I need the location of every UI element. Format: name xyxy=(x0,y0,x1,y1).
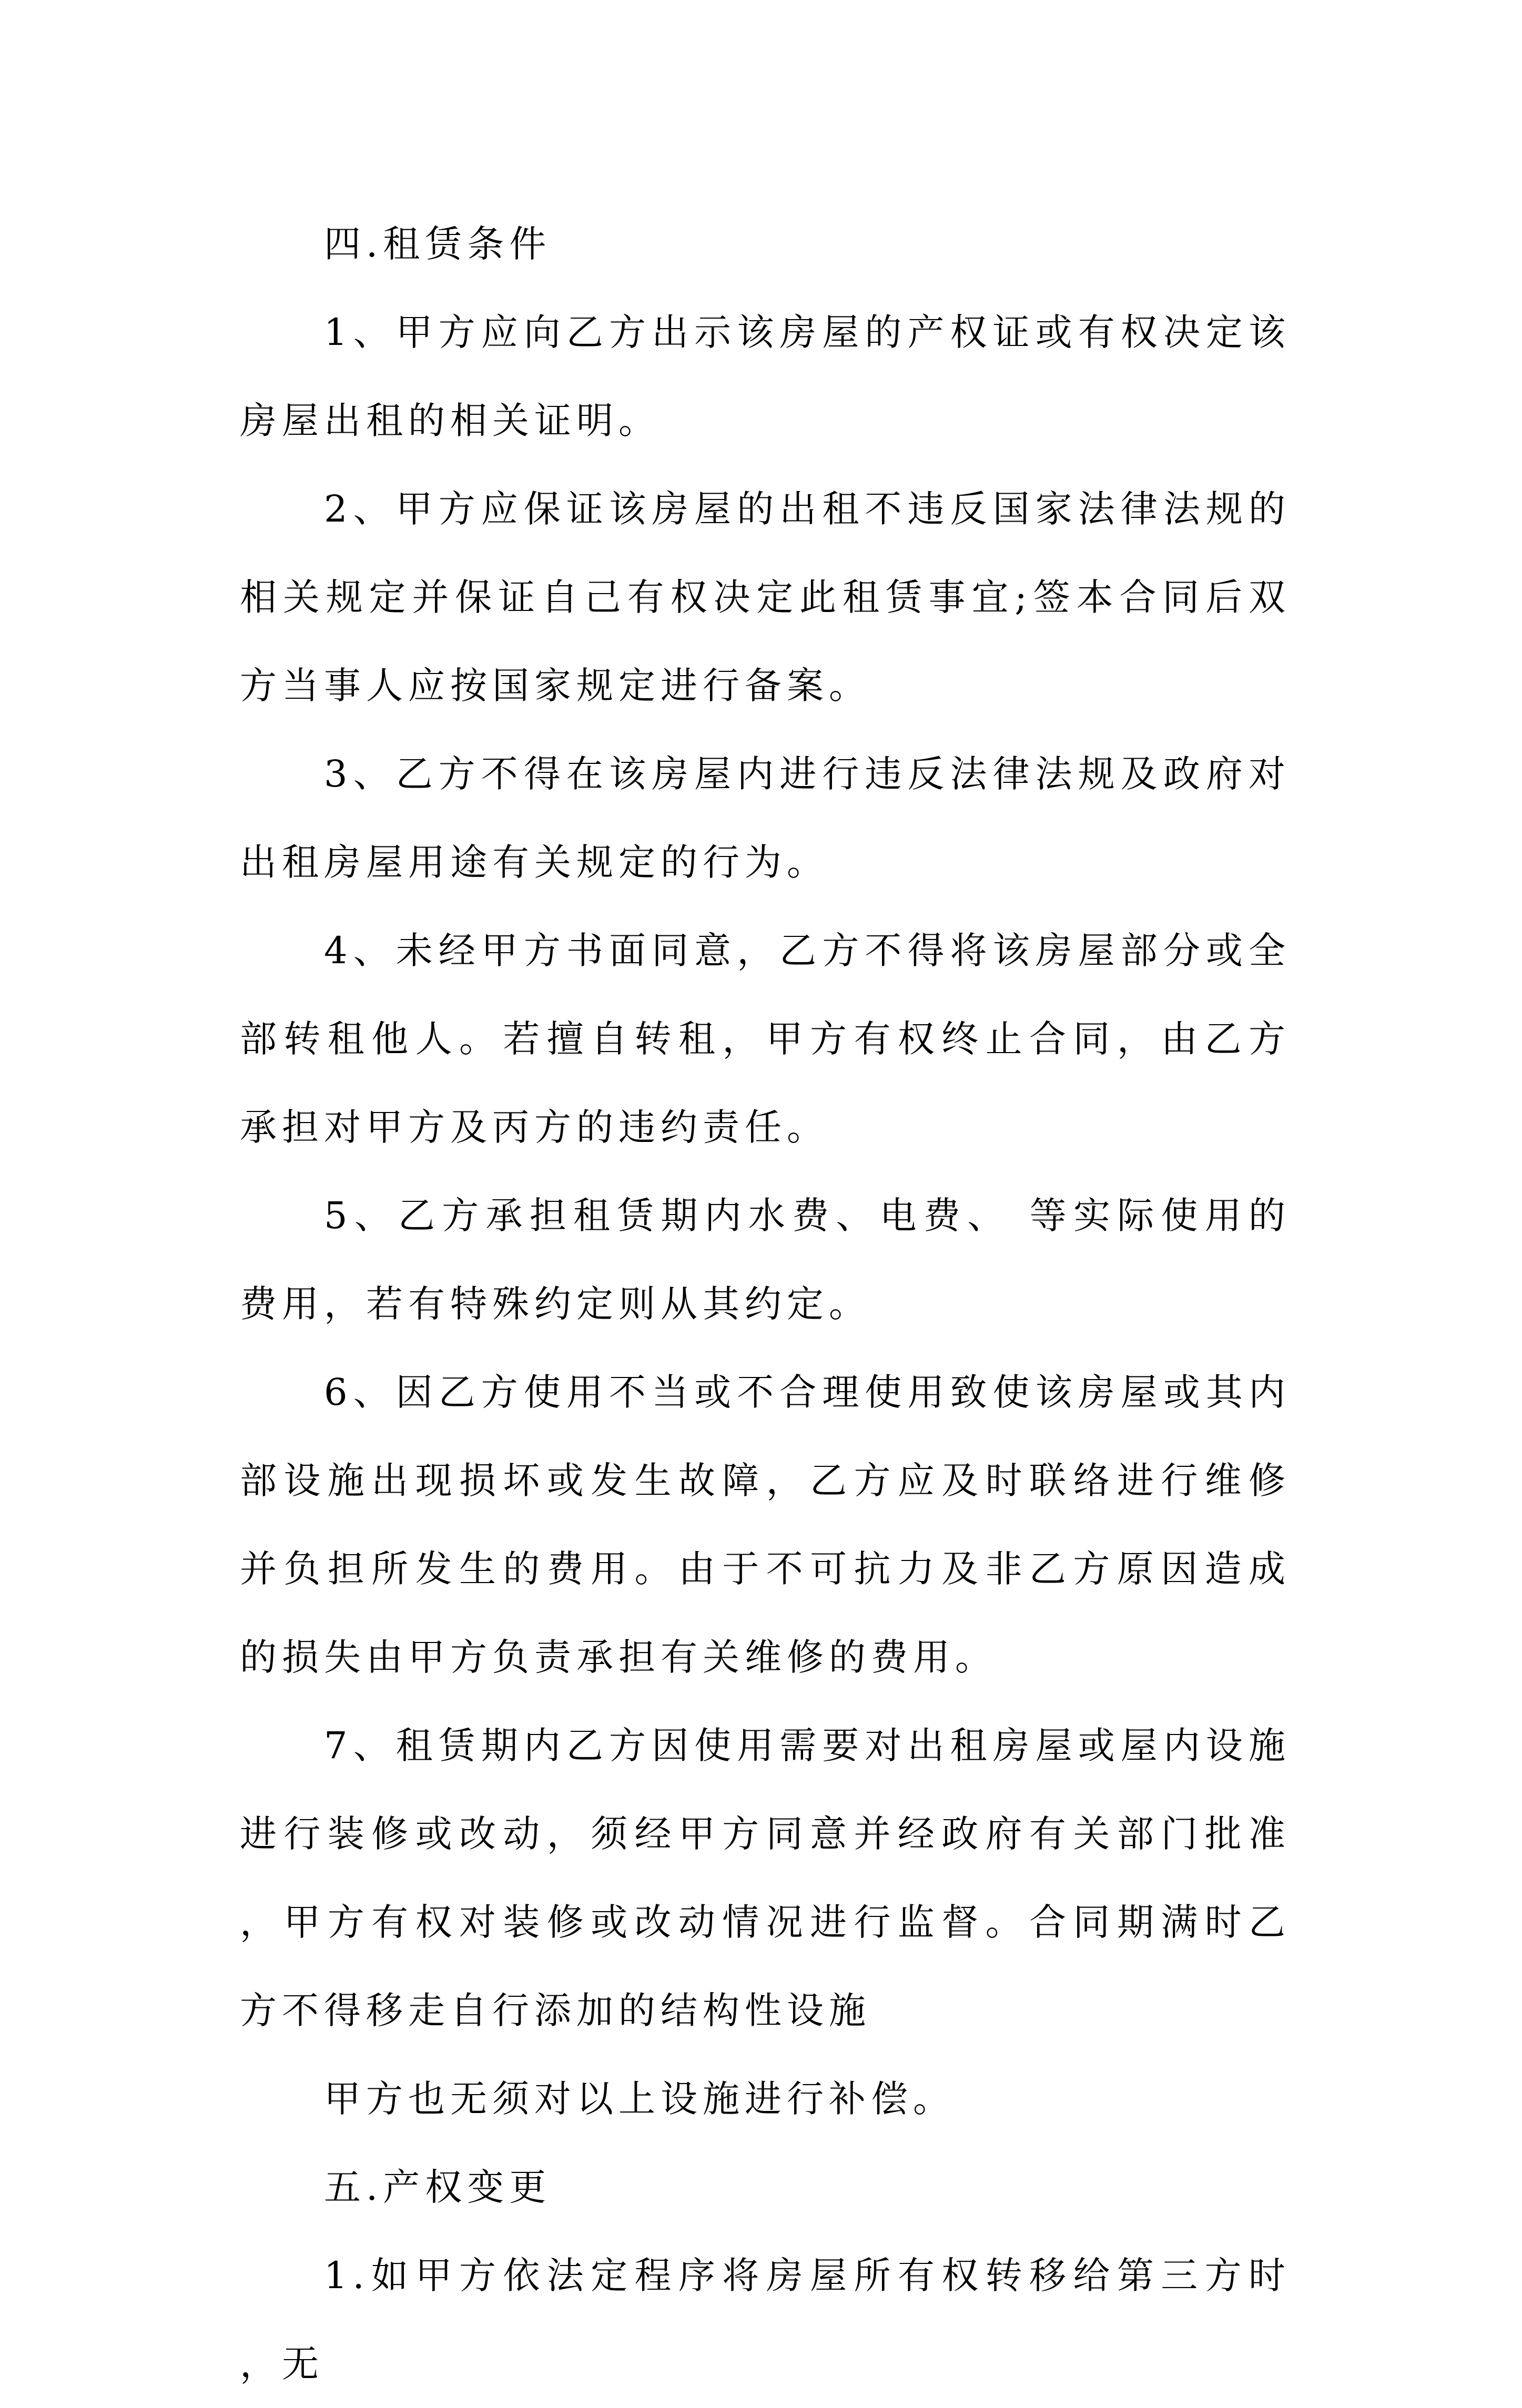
clause-4-4: 4、未经甲方书面同意，乙方不得将该房屋部分或全部转租他人。若擅自转租，甲方有权终止合同，由乙方承担对甲方及丙方的违约责任。 xyxy=(240,929,1291,1149)
document-body xyxy=(240,200,1291,2408)
section-heading-rental-conditions: 四.租赁条件 xyxy=(324,222,552,266)
clause-4-6: 6、因乙方使用不当或不合理使用致使该房屋或其内部设施出现损坏或发生故障，乙方应及时联络进行维修并负担所发生的费用。由于不可抗力及非乙方原因造成的损失由甲方负责承担有关维修的费用。 xyxy=(240,1371,1291,1679)
clause-4-3: 3、乙方不得在该房屋内进行违反法律法规及政府对出租房屋用途有关规定的行为。 xyxy=(240,752,1291,884)
clause-4-5: 5、乙方承担租赁期内水费、电费、 等实际使用的费用，若有特殊约定则从其约定。 xyxy=(240,1194,1291,1325)
clause-5-1: 1.如甲方依法定程序将房屋所有权转移给第三方时，无 xyxy=(240,2254,1291,2385)
section-heading-property-change: 五.产权变更 xyxy=(324,2166,552,2209)
clause-4-1: 1、甲方应向乙方出示该房屋的产权证或有权决定该房屋出租的相关证明。 xyxy=(240,311,1291,442)
clause-4-2: 2、甲方应保证该房屋的出租不违反国家法律法规的相关规定并保证自己有权决定此租赁事宜;签本合同后双方当事人应按国家规定进行备案。 xyxy=(240,487,1291,707)
clause-4-7: 7、租赁期内乙方因使用需要对出租房屋或屋内设施进行装修或改动，须经甲方同意并经政府有关部门批准，甲方有权对装修或改动情况进行监督。合同期满时乙方不得移走自行添加的结构性设施 xyxy=(240,1724,1291,2032)
clause-4-7-continuation: 甲方也无须对以上设施进行补偿。 xyxy=(324,2077,955,2120)
